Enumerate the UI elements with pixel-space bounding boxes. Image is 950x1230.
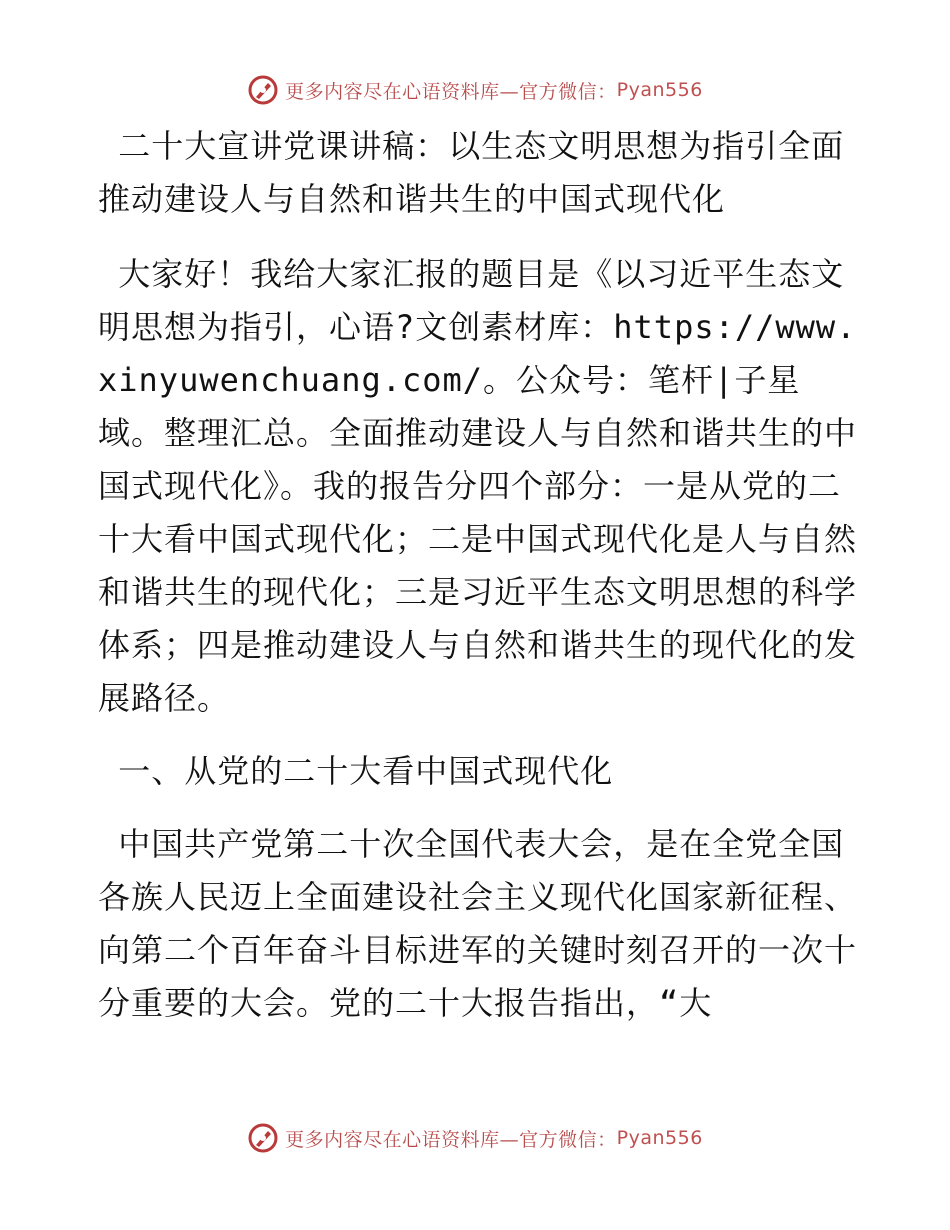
banner-text: 更多内容尽在心语资料库—官方微信：: [285, 1128, 617, 1151]
section-heading: 一、从党的二十大看中国式现代化: [98, 752, 614, 790]
intro-paragraph: 大家好！我给大家汇报的题目是《以习近平生态文明思想为指引，心语?文创素材库：https://www.xinyuwenchuang.com/。公众号：笔杆|子星域。整理汇总。全面推动建设人与自然和谐共生的中国式现代化》。我的报告分四个部分：一是从党的二十大看中国式现代化；二是中国式现代化是人与自然和谐共生的现代化；三是习近平生态文明思想的科学体系；四是推动建设人与自然和谐共生的现代化的发展路径。: [98, 255, 858, 717]
pen-logo-icon: [247, 74, 279, 106]
document-body: [98, 120, 858, 1030]
banner-text: 更多内容尽在心语资料库—官方微信：: [285, 80, 617, 103]
section-paragraph: 中国共产党第二十次全国代表大会，是在全党全国各族人民迈上全面建设社会主义现代化国家新征程、向第二个百年奋斗目标进军的关键时刻召开的一次十分重要的大会。党的二十大报告指出，“大: [98, 825, 858, 1022]
banner-wechat-id: Pyan556: [616, 79, 703, 101]
pen-logo-icon: [247, 1122, 279, 1154]
document-title: 二十大宣讲党课讲稿：以生态文明思想为指引全面推动建设人与自然和谐共生的中国式现代化: [98, 127, 845, 218]
header-banner: [0, 70, 950, 110]
banner-wechat-id: Pyan556: [616, 1127, 703, 1149]
footer-banner: [0, 1118, 950, 1158]
